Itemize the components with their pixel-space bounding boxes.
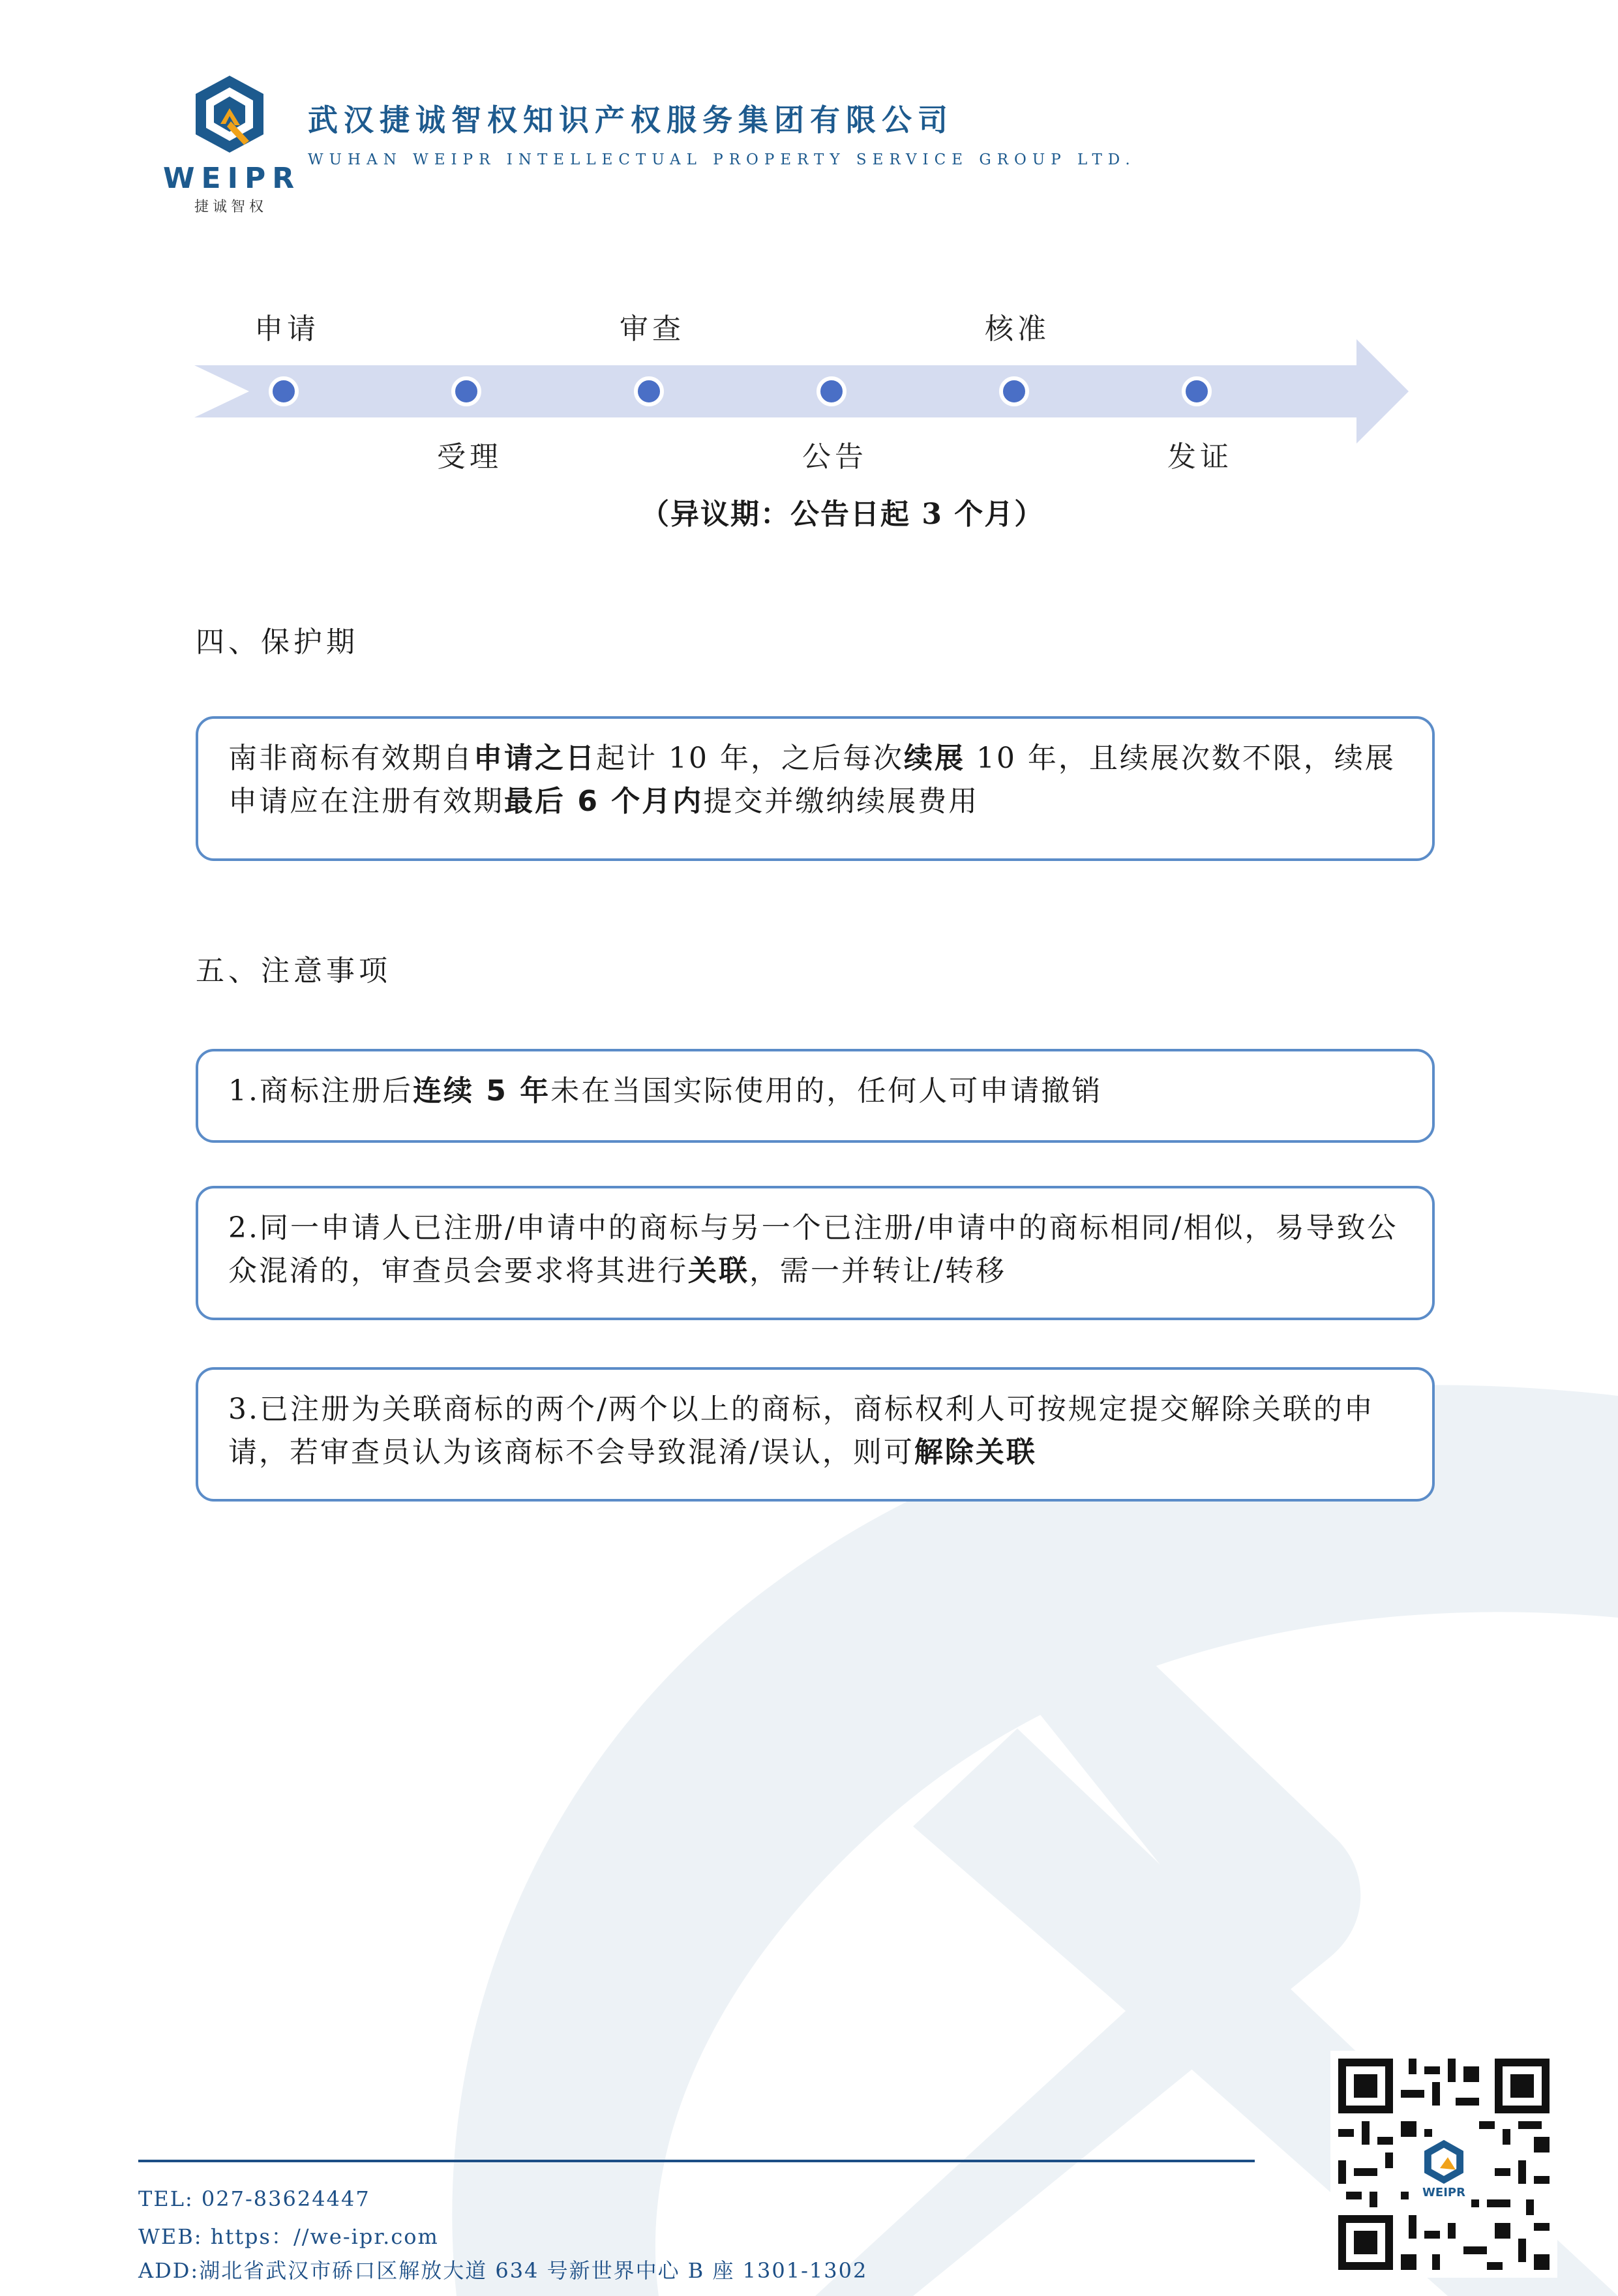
timeline-dot (1001, 378, 1027, 404)
company-logo (163, 70, 301, 215)
timeline-step-approve: 核准 (985, 312, 1050, 346)
timeline-dot (271, 378, 297, 404)
timeline-step-apply: 申请 (254, 312, 320, 346)
note-box-2: 2.同一申请人已注册/申请中的商标与另一个已注册/申请中的商标相同/相似，易导致公众混淆的，审查员会要求将其进行关联，需一并转让/转移 (196, 1186, 1435, 1320)
qr-brand-label: WEIPR (1422, 2186, 1465, 2200)
timeline-step-certify: 发证 (1167, 440, 1233, 474)
qr-code (1330, 2051, 1557, 2278)
footer-divider (138, 2160, 1255, 2162)
qr-code-icon (1330, 2051, 1557, 2278)
company-name-cn: 武汉捷诚智权知识产权服务集团有限公司 (308, 102, 953, 138)
timeline-dot (453, 378, 479, 404)
company-name-en: WUHAN WEIPR INTELLECTUAL PROPERTY SERVICE GROUP LTD. (308, 151, 1136, 168)
timeline-step-examine: 审查 (620, 312, 685, 346)
timeline-dot (1184, 378, 1210, 404)
logo-wordmark: WEIPR (163, 162, 301, 195)
process-timeline-arrow (194, 339, 1409, 444)
note-box-1: 1.商标注册后连续 5 年未在当国实际使用的，任何人可申请撤销 (196, 1049, 1435, 1143)
section-title-notes: 五、注意事项 (196, 954, 391, 988)
timeline-dot (818, 378, 845, 404)
timeline-step-publish: 公告 (802, 440, 867, 474)
objection-period-note: （异议期：公告日起 3 个月） (640, 498, 1045, 531)
section-title-protection: 四、保护期 (196, 626, 359, 659)
logo-subtitle: 捷诚智权 (194, 199, 267, 215)
note-box-3: 3.已注册为关联商标的两个/两个以上的商标，商标权利人可按规定提交解除关联的申请，若审查员认为该商标不会导致混淆/误认，则可解除关联 (196, 1367, 1435, 1502)
protection-period-box: 南非商标有效期自申请之日起计 10 年，之后每次续展 10 年，且续展次数不限，续展申请应在注册有效期最后 6 个月内提交并缴纳续展费用 (196, 716, 1435, 861)
footer-address: ADD:湖北省武汉市硚口区解放大道 634 号新世界中心 B 座 1301-1302 (138, 2258, 868, 2283)
footer-web: WEB: https：//we-ipr.com (138, 2224, 439, 2249)
weipr-emblem-icon (190, 73, 269, 155)
timeline-dot (636, 378, 662, 404)
footer-tel: TEL: 027-83624447 (138, 2186, 370, 2211)
timeline-step-accept: 受理 (437, 440, 502, 474)
